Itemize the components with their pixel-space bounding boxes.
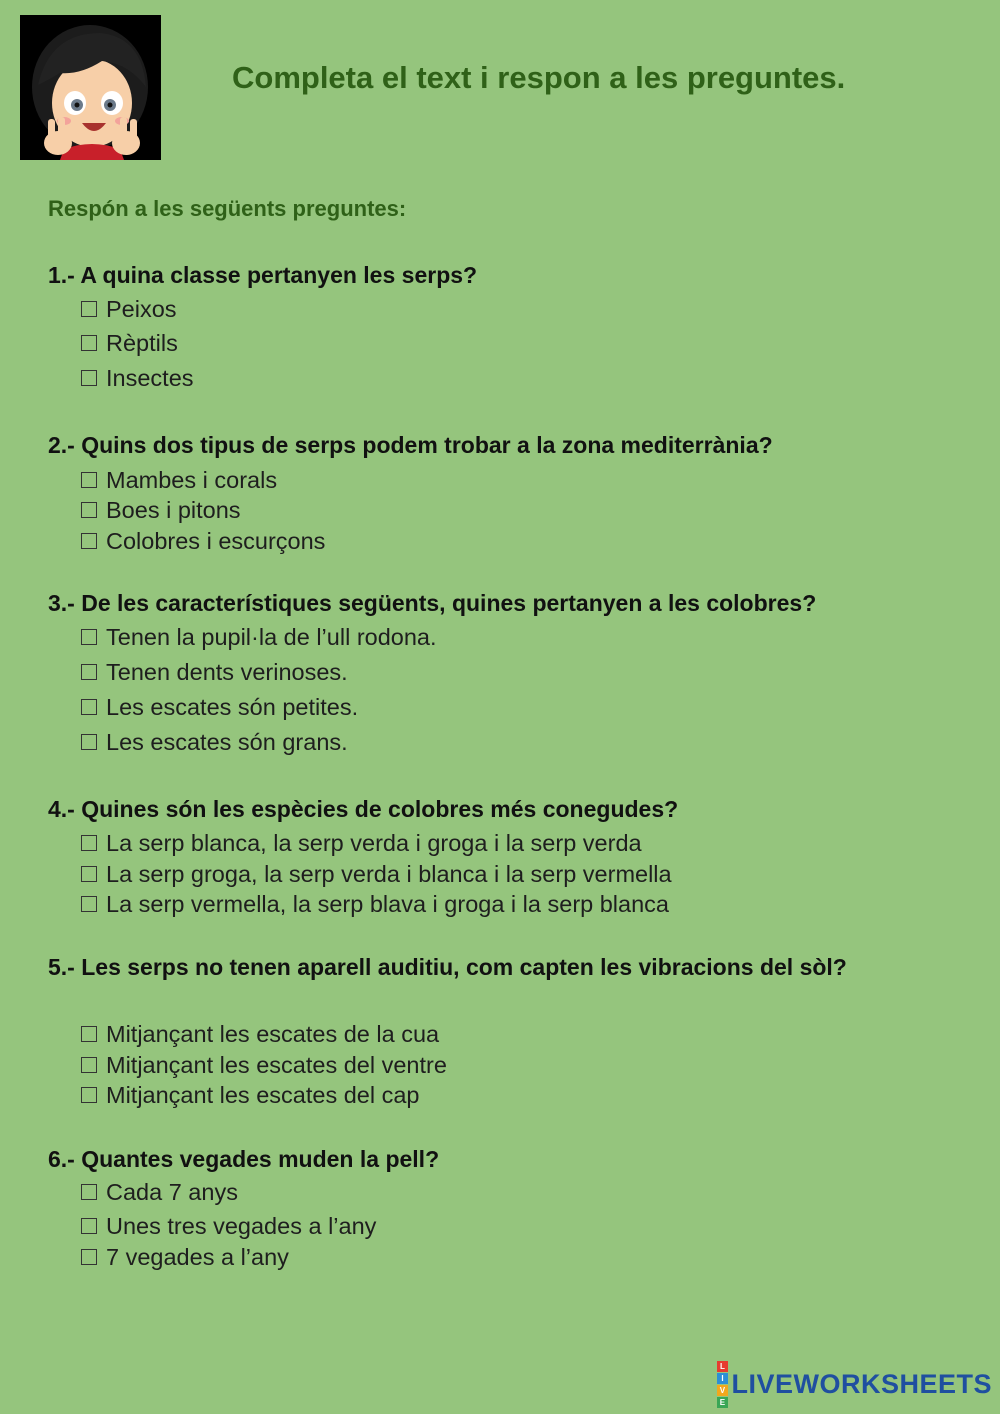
question-4-option-2[interactable]: [81, 859, 672, 889]
checkbox[interactable]: [81, 370, 97, 386]
avatar: [20, 15, 161, 160]
question-2-option-1[interactable]: [81, 465, 277, 495]
logo-letter: L: [717, 1361, 728, 1372]
option-label: 7 vegades a l’any: [106, 1243, 289, 1270]
question-2-option-2[interactable]: [81, 495, 241, 525]
live-logo-icon: [716, 1360, 728, 1408]
question-6-option-1[interactable]: [81, 1177, 238, 1207]
option-label: La serp groga, la serp verda i blanca i la serp vermella: [106, 860, 672, 887]
question-3-option-3[interactable]: [81, 692, 358, 722]
option-label: Cada 7 anys: [106, 1178, 238, 1205]
option-label: La serp blanca, la serp verda i groga i la serp verda: [106, 829, 642, 856]
option-label: Mitjançant les escates del cap: [106, 1081, 420, 1108]
option-label: Unes tres vegades a l’any: [106, 1212, 377, 1239]
checkbox[interactable]: [81, 664, 97, 680]
question-2-title: 2.- Quins dos tipus de serps podem trobar a la zona mediterrània?: [48, 432, 773, 458]
checkbox[interactable]: [81, 1249, 97, 1265]
checkbox[interactable]: [81, 502, 97, 518]
option-label: Mitjançant les escates del ventre: [106, 1051, 447, 1078]
checkbox[interactable]: [81, 1057, 97, 1073]
checkbox[interactable]: [81, 472, 97, 488]
checkbox[interactable]: [81, 1026, 97, 1042]
question-4-option-3[interactable]: [81, 889, 669, 919]
question-6-option-2[interactable]: [81, 1211, 376, 1241]
question-1-option-1[interactable]: [81, 294, 177, 324]
question-2-option-3[interactable]: [81, 526, 325, 556]
question-1-option-2[interactable]: [81, 328, 178, 358]
option-label: Tenen la pupil·la de l’ull rodona.: [106, 623, 437, 650]
checkbox[interactable]: [81, 699, 97, 715]
option-label: Colobres i escurçons: [106, 527, 326, 554]
question-5-title: 5.- Les serps no tenen aparell auditiu, com capten les vibracions del sòl?: [48, 954, 847, 980]
brand-name: LIVEWORKSHEETS: [731, 1368, 992, 1399]
question-5-option-2[interactable]: [81, 1050, 447, 1080]
question-1-title: 1.- A quina classe pertanyen les serps?: [48, 262, 478, 288]
option-label: Peixos: [106, 295, 177, 322]
option-label: Rèptils: [106, 329, 178, 356]
question-4-option-1[interactable]: [81, 828, 642, 858]
option-label: Mitjançant les escates de la cua: [106, 1020, 440, 1047]
checkbox[interactable]: [81, 629, 97, 645]
checkbox[interactable]: [81, 335, 97, 351]
checkbox[interactable]: [81, 896, 97, 912]
question-5-option-3[interactable]: [81, 1080, 420, 1110]
question-4-title: 4.- Quines són les espècies de colobres més conegudes?: [48, 796, 679, 822]
cartoon-girl-icon: [20, 15, 161, 160]
option-label: La serp vermella, la serp blava i groga i la serp blanca: [106, 890, 669, 917]
checkbox[interactable]: [81, 533, 97, 549]
question-3-option-2[interactable]: [81, 657, 348, 687]
checkbox[interactable]: [81, 1087, 97, 1103]
logo-letter: V: [717, 1385, 728, 1396]
option-label: Insectes: [106, 364, 194, 391]
checkbox[interactable]: [81, 301, 97, 317]
question-3-option-4[interactable]: [81, 727, 348, 757]
question-6-title: 6.- Quantes vegades muden la pell?: [48, 1146, 440, 1172]
option-label: Les escates són petites.: [106, 693, 359, 720]
option-label: Mambes i corals: [106, 466, 278, 493]
checkbox[interactable]: [81, 866, 97, 882]
question-3-title: 3.- De les característiques següents, quines pertanyen a les colobres?: [48, 590, 817, 616]
logo-letter: I: [717, 1373, 728, 1384]
logo-letter: E: [717, 1397, 728, 1408]
option-label: Tenen dents verinoses.: [106, 658, 348, 685]
checkbox[interactable]: [81, 1184, 97, 1200]
option-label: Boes i pitons: [106, 496, 241, 523]
liveworksheets-logo[interactable]: [716, 1360, 992, 1408]
question-3-option-1[interactable]: [81, 622, 437, 652]
question-6-option-3[interactable]: [81, 1242, 289, 1272]
checkbox[interactable]: [81, 734, 97, 750]
checkbox[interactable]: [81, 1218, 97, 1234]
option-label: Les escates són grans.: [106, 728, 348, 755]
question-1-option-3[interactable]: [81, 363, 194, 393]
instructions-heading: Respón a les següents preguntes:: [48, 196, 407, 221]
question-5-option-1[interactable]: [81, 1019, 439, 1049]
page-title: Completa el text i respon a les preguntes.: [232, 60, 846, 95]
checkbox[interactable]: [81, 835, 97, 851]
